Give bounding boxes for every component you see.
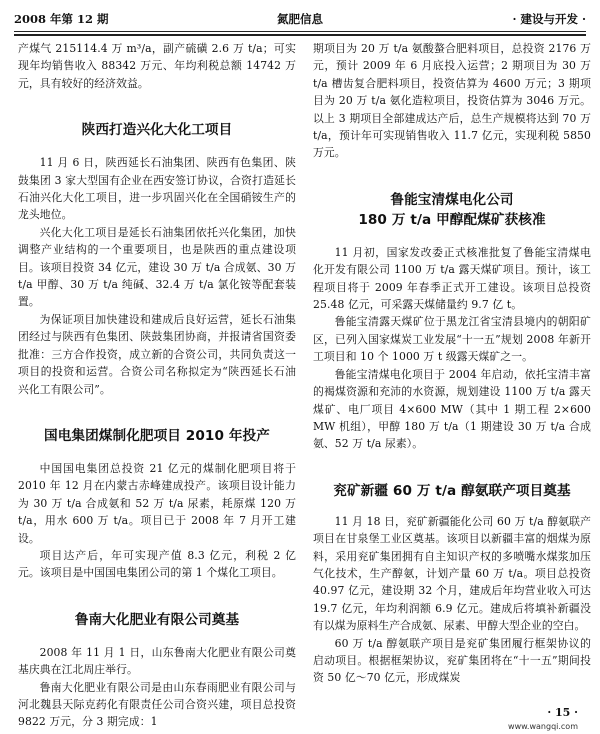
article-paragraph: 兴化大化工项目是延长石油集团依托兴化集团，加快调整产业结构的一个重要项目，也是陕西的重点建设项目。该项目投资 34 亿元，建设 30 万 t/a 合成氨、30 万 t/a 甲醇、30 万 t/a 纯碱、32.4 万 t/a 氯化铵等配套装置。 [18,225,296,309]
article-title-guodian: 国电集团煤制化肥项目 2010 年投产 [44,427,270,444]
page-footer [498,706,578,734]
header-rule-thick [14,34,586,36]
article-paragraph: 11 月初，国家发改委正式核准批复了鲁能宝清煤电化开发有限公司 1100 万 t/a 露天煤矿项目。预计，该工程项目将于 2009 年春季正式开工建设。该项目总投资 25.48 亿元，可采露天煤储量约 9.7 亿 t。 [313,245,591,312]
watermark-site: www.wangqi.com [508,722,578,731]
article-title-yankuang: 兖矿新疆 60 万 t/a 醇氨联产项目奠基 [333,482,571,499]
article-paragraph: 11 月 18 日，兖矿新疆能化公司 60 万 t/a 醇氨联产项目在甘泉堡工业区奠基。该项目以新疆丰富的烟煤为原料，采用兖矿集团拥有自主知识产权的多喷嘴水煤浆加压气化技术，生产醇氨，计划产量 60 万 t/a。项目总投资 40.97 亿元，建设期 32 个月，建成后年均营业收入可达 19.7 亿元，年均利润额 6.9 亿元。建成后将填补新疆没有以煤为原料生产合成氨、尿素、甲醇大型企业的空白。 [313,514,591,633]
page-header [14,8,586,30]
article-paragraph: 鲁南大化肥业有限公司是由山东春雨肥业有限公司与河北魏县天际克药化有限责任公司合资兴建，项目总投资 9822 万元，分 3 期完成：1 [18,680,296,729]
article-paragraph: 鲁能宝清露天煤矿位于黑龙江省宝清县境内的朝阳矿区，已列入国家煤炭工业发展“十一五”规划 2008 年新开工项目和 10 个 1000 万 t 级露天煤矿之一。 [313,315,591,364]
article-paragraph: 鲁能宝清煤电化项目于 2004 年启动，依托宝清丰富的褐煤资源和充沛的水资源，规划建设 1100 万 t/a 露天煤矿、电厂项目 4×600 MW（其中 1 期工程 2×600 MW 机组），甲醇 180 万 t/a（1 期建设 30 万 t/a 合成氨、52 万 t/a 尿素）。 [313,367,591,451]
article-title-luneng-line2: 180 万 t/a 甲醇配煤矿获核准 [358,211,546,228]
left-column [18,40,296,729]
section-label: · 建设与开发 · [512,12,586,26]
header-rule-thin [14,31,586,32]
continued-paragraph: 期项目为 20 万 t/a 氨酸螯合肥料项目，总投资 2176 万元，预计 2009 年 6 月底投入运营；2 期项目为 30 万 t/a 槽齿复合肥料项目，投资估算为 4600 万元；3 期项目为 20 万 t/a 氨化造粒项目，投资估算为 3046 万元。以上 3 期项目全部建成达产后，总生产规模将达到 70 万 t/a，预计年可实现销售收入 11.7 亿元，实现利税 5850 万元。 [313,42,591,160]
intro-paragraph: 产煤气 215114.4 万 m³/a，副产硫磺 2.6 万 t/a；可实现年均销售收入 88342 万元、年均利税总额 14742 万元，具有较好的经济效益。 [18,42,296,90]
page-number: · 15 · [547,706,578,719]
article-title-shaanxi: 陕西打造兴化大化工项目 [81,122,233,139]
article-paragraph: 11 月 6 日，陕西延长石油集团、陕西有色集团、陕鼓集团 3 家大型国有企业在西安签订协议，合资打造延长石油兴化大化工项目，进一步巩固兴化在全国硝铵生产的龙头地位。 [18,156,296,222]
article-paragraph: 中国国电集团总投资 21 亿元的煤制化肥项目将于 2010 年 12 月在内蒙古赤峰建成投产。该项目设计能力为 30 万 t/a 合成氨和 52 万 t/a 尿素，耗原煤 120 万 t/a，用水 600 万 t/a。项目已于 2008 年 7 月开工建设。 [18,461,296,545]
article-paragraph: 项目达产后，年可实现产值 8.3 亿元，利税 2 亿元。该项目是中国国电集团公司的第 1 个煤化工项目。 [18,548,296,580]
article-title-luneng-line1: 鲁能宝清煤电化公司 [390,191,514,208]
journal-name: 氮肥信息 [277,12,323,26]
article-title-lunan: 鲁南大化肥业有限公司奠基 [74,611,240,628]
article-paragraph: 2008 年 11 月 1 日，山东鲁南大化肥业有限公司奠基庆典在江北周庄举行。 [18,645,296,677]
article-paragraph: 60 万 t/a 醇氨联产项目是兖矿集团履行框架协议的启动项目。根据框架协议，兖矿集团将在“十一五”期间投资 50 亿～70 亿元，形成煤炭 [313,636,591,685]
article-paragraph: 为保证项目加快建设和建成后良好运营，延长石油集团经过与陕西有色集团、陕鼓集团协商，并报请省国资委批准：三方合作投资，成立新的合资公司，共同负责这一项目的投资和运营。合资公司名称拟定为“陕西延长石油兴化工有限公司”。 [18,312,296,396]
right-column [313,40,591,706]
issue-label: 2008 年第 12 期 [14,12,109,26]
